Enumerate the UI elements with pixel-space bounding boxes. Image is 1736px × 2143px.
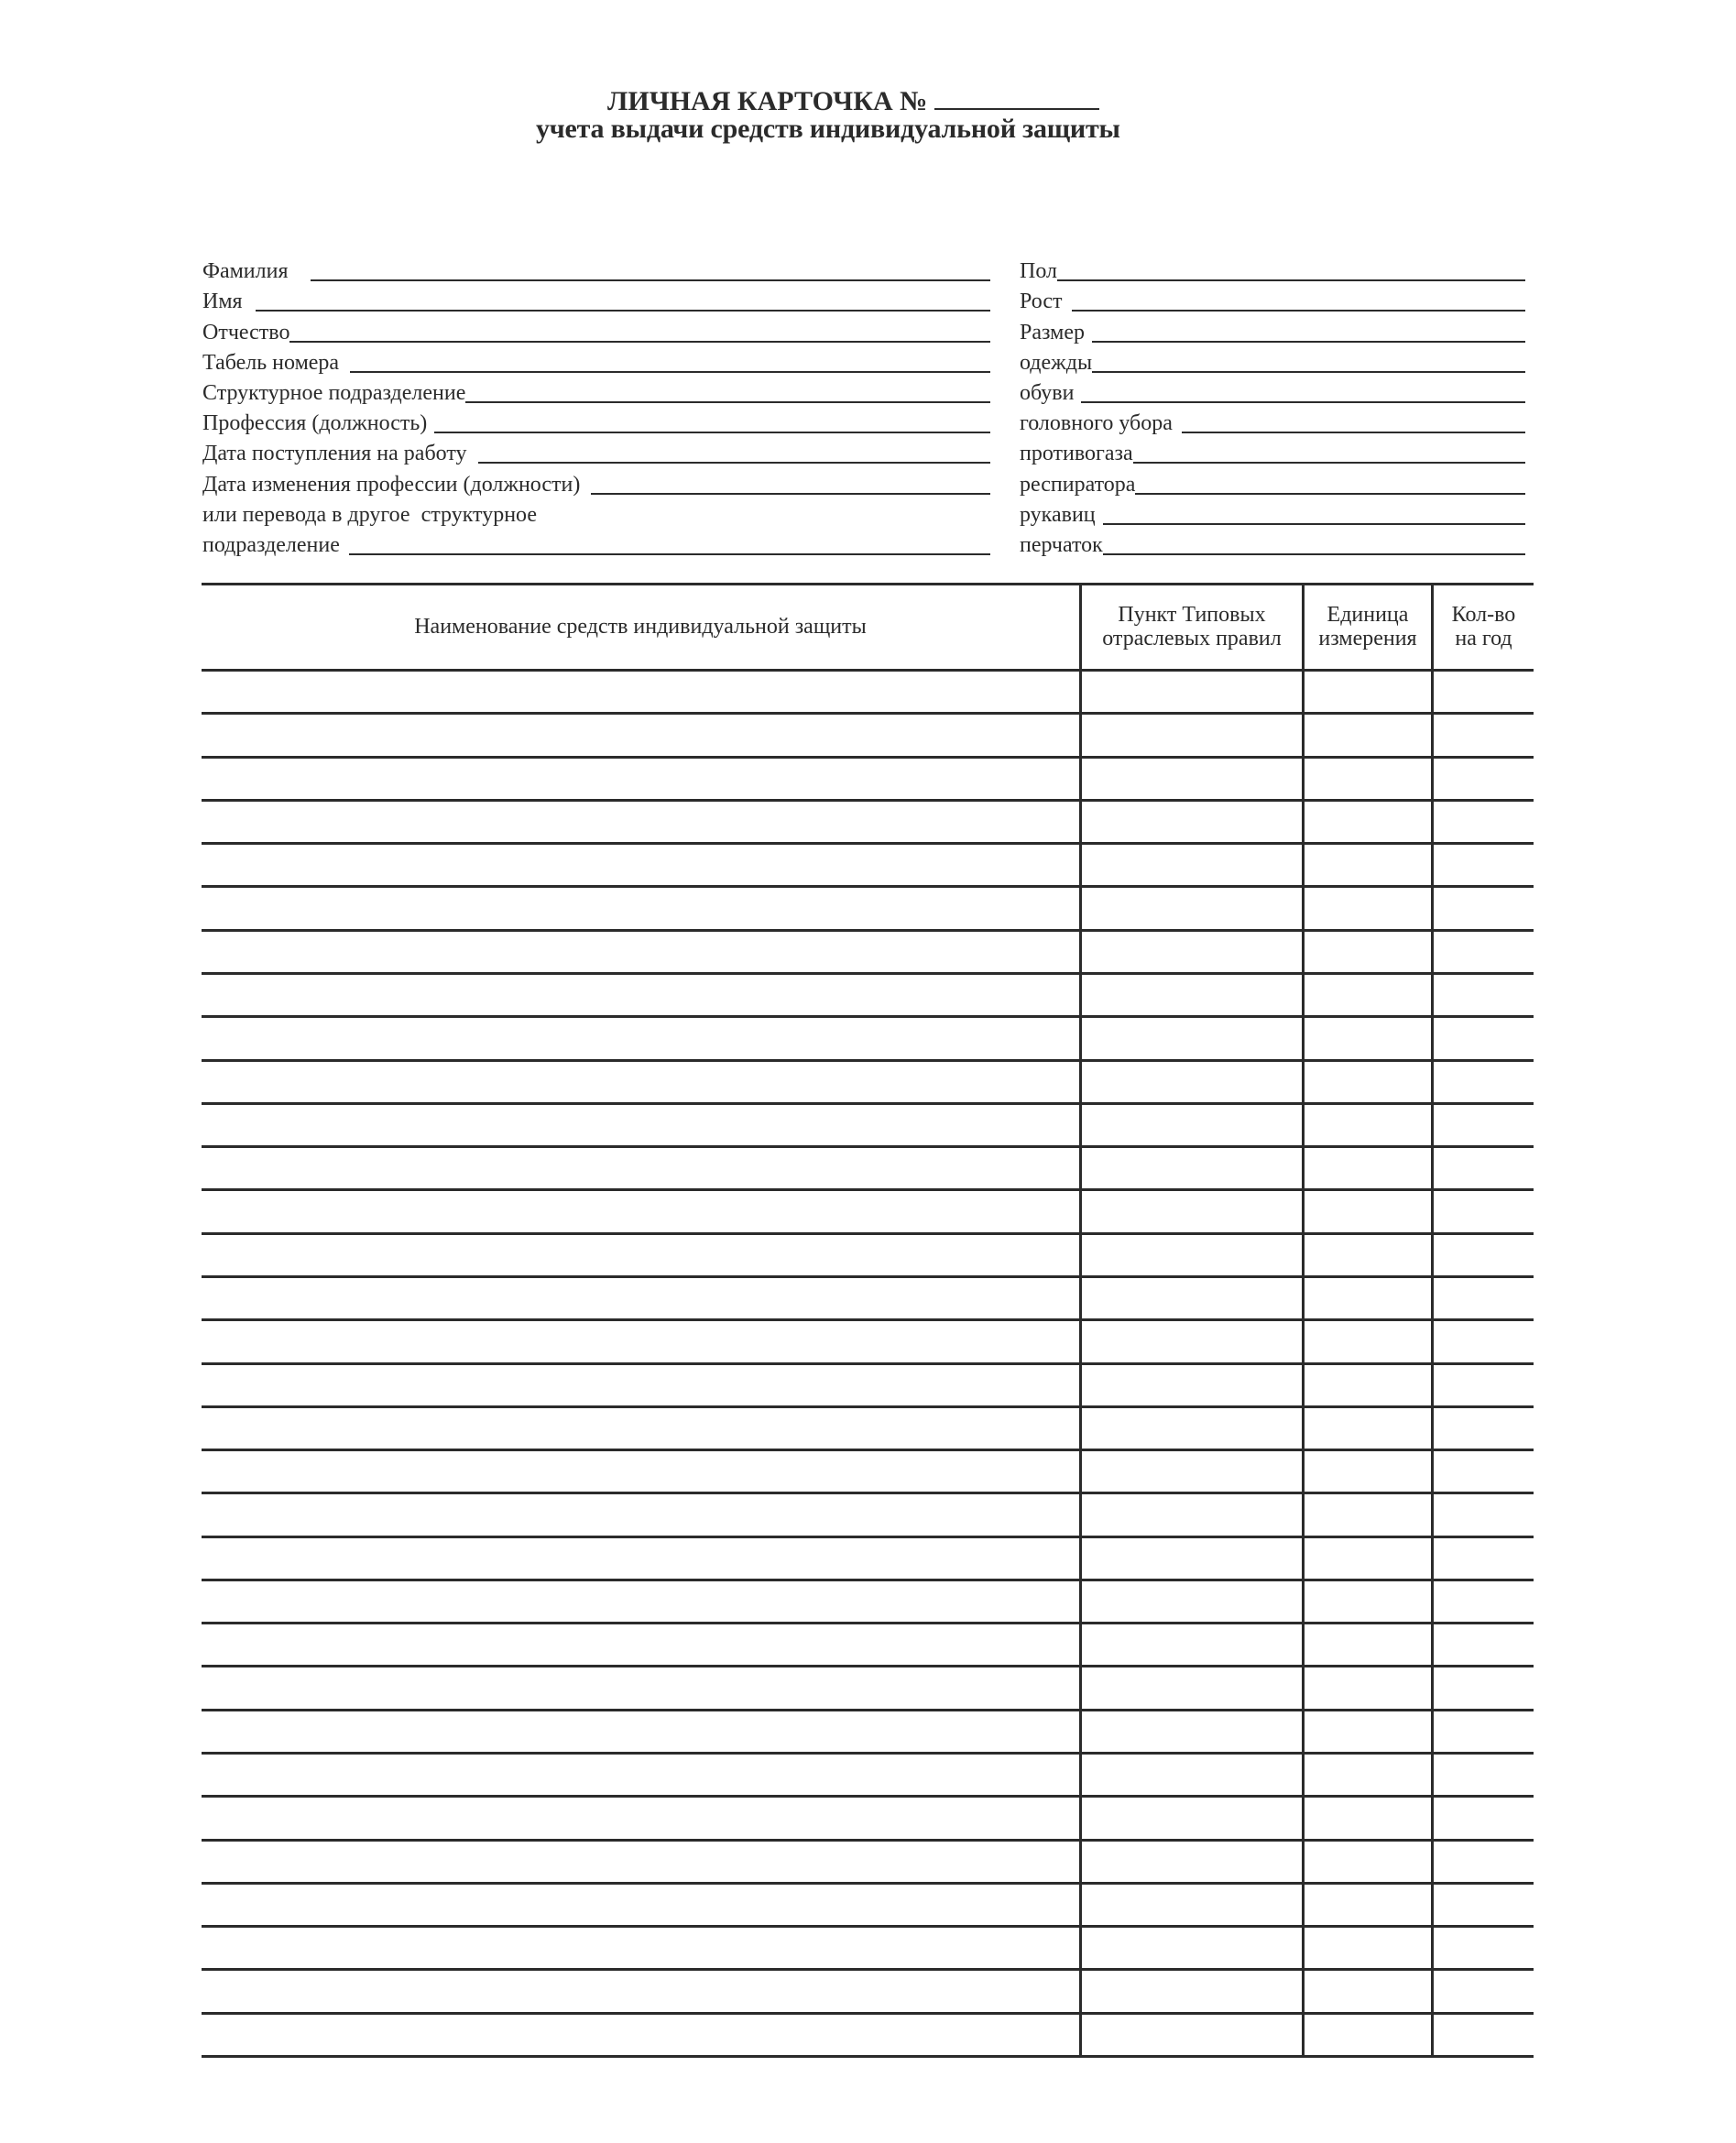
column-header-annual-quantity: [1434, 585, 1534, 668]
cell-ppe-name[interactable]: [202, 1278, 1079, 1318]
cell-unit[interactable]: [1305, 1581, 1431, 1622]
mittens-size-input[interactable]: [1103, 522, 1525, 525]
cell-rule-clause[interactable]: [1082, 1928, 1302, 1968]
patronymic-input[interactable]: [289, 340, 990, 343]
field-label: Размер: [1020, 320, 1085, 344]
cell-ppe-name[interactable]: [202, 1365, 1079, 1405]
cell-unit[interactable]: [1305, 1711, 1431, 1752]
hire-date-input[interactable]: [478, 461, 990, 464]
cell-ppe-name[interactable]: [202, 932, 1079, 972]
table-row-line: [202, 2055, 1534, 2058]
cell-ppe-name[interactable]: [202, 1105, 1079, 1145]
cell-annual-quantity[interactable]: [1434, 975, 1534, 1015]
cell-ppe-name[interactable]: [202, 975, 1079, 1015]
cell-ppe-name[interactable]: [202, 1538, 1079, 1579]
field-surname: [202, 255, 990, 285]
cell-rule-clause[interactable]: [1082, 975, 1302, 1015]
cell-unit[interactable]: [1305, 759, 1431, 799]
cell-annual-quantity[interactable]: [1434, 1667, 1534, 1708]
cell-rule-clause[interactable]: [1082, 932, 1302, 972]
cell-annual-quantity[interactable]: [1434, 1321, 1534, 1361]
cell-unit[interactable]: [1305, 1494, 1431, 1535]
cell-rule-clause[interactable]: [1082, 1278, 1302, 1318]
field-label: головного убора: [1020, 411, 1173, 436]
field-label: Табель номера: [202, 350, 340, 375]
cell-unit[interactable]: [1305, 1018, 1431, 1058]
table-column-divider: [1302, 583, 1305, 2058]
cell-annual-quantity[interactable]: [1434, 1062, 1534, 1102]
field-clothing-size: [1020, 346, 1525, 377]
cell-ppe-name[interactable]: [202, 1624, 1079, 1665]
cell-rule-clause[interactable]: [1082, 1842, 1302, 1882]
cell-annual-quantity[interactable]: [1434, 1798, 1534, 1838]
cell-ppe-name[interactable]: [202, 1062, 1079, 1102]
cell-ppe-name[interactable]: [202, 1842, 1079, 1882]
cell-annual-quantity[interactable]: [1434, 1711, 1534, 1752]
cell-rule-clause[interactable]: [1082, 1624, 1302, 1665]
cell-annual-quantity[interactable]: [1434, 1451, 1534, 1492]
respirator-size-input[interactable]: [1135, 492, 1525, 495]
cell-unit[interactable]: [1305, 1408, 1431, 1449]
personnel-number-input[interactable]: [350, 370, 990, 373]
field-headwear-size: [1020, 407, 1525, 437]
cell-ppe-name[interactable]: [202, 888, 1079, 928]
cell-unit[interactable]: [1305, 672, 1431, 712]
cell-rule-clause[interactable]: [1082, 672, 1302, 712]
cell-rule-clause[interactable]: [1082, 1408, 1302, 1449]
gloves-size-input[interactable]: [1103, 552, 1525, 555]
cell-unit[interactable]: [1305, 1148, 1431, 1188]
field-patronymic: [202, 315, 990, 345]
cell-rule-clause[interactable]: [1082, 845, 1302, 885]
cell-ppe-name[interactable]: [202, 1885, 1079, 1925]
field-label: Имя: [202, 290, 243, 314]
cell-annual-quantity[interactable]: [1434, 1755, 1534, 1795]
cell-ppe-name[interactable]: [202, 1711, 1079, 1752]
cell-ppe-name[interactable]: [202, 802, 1079, 842]
cell-annual-quantity[interactable]: [1434, 759, 1534, 799]
column-header-text: Кол-во: [1451, 603, 1516, 627]
field-transfer: [202, 498, 990, 529]
size-info-fields: [1020, 255, 1525, 559]
cell-rule-clause[interactable]: [1082, 1365, 1302, 1405]
cell-ppe-name[interactable]: [202, 1798, 1079, 1838]
field-shoe-size: [1020, 377, 1525, 407]
column-header-text: Единица: [1327, 603, 1409, 627]
cell-rule-clause[interactable]: [1082, 1538, 1302, 1579]
cell-ppe-name[interactable]: [202, 1494, 1079, 1535]
field-mittens-size: [1020, 498, 1525, 529]
cell-annual-quantity[interactable]: [1434, 1538, 1534, 1579]
name-input[interactable]: [256, 309, 990, 312]
cell-annual-quantity[interactable]: [1434, 1148, 1534, 1188]
column-header-text: измерения: [1318, 627, 1417, 651]
cell-annual-quantity[interactable]: [1434, 672, 1534, 712]
cell-unit[interactable]: [1305, 1105, 1431, 1145]
cell-annual-quantity[interactable]: [1434, 1365, 1534, 1405]
cell-annual-quantity[interactable]: [1434, 888, 1534, 928]
cell-unit[interactable]: [1305, 715, 1431, 755]
cell-ppe-name[interactable]: [202, 1321, 1079, 1361]
field-label: перчаток: [1020, 532, 1103, 557]
cell-rule-clause[interactable]: [1082, 759, 1302, 799]
gas-mask-size-input[interactable]: [1133, 461, 1525, 464]
cell-annual-quantity[interactable]: [1434, 1408, 1534, 1449]
cell-ppe-name[interactable]: [202, 845, 1079, 885]
field-label: подразделение: [202, 532, 340, 557]
field-department: [202, 377, 990, 407]
cell-annual-quantity[interactable]: [1434, 802, 1534, 842]
cell-ppe-name[interactable]: [202, 1971, 1079, 2011]
cell-rule-clause[interactable]: [1082, 1581, 1302, 1622]
table-column-divider: [1431, 583, 1434, 2058]
cell-rule-clause[interactable]: [1082, 1711, 1302, 1752]
field-label: или перевода в другое структурное: [202, 502, 537, 527]
cell-unit[interactable]: [1305, 1062, 1431, 1102]
field-label: обуви: [1020, 380, 1075, 405]
column-header-text: Пункт Типовых: [1118, 603, 1266, 627]
department-input[interactable]: [465, 400, 990, 403]
cell-ppe-name[interactable]: [202, 672, 1079, 712]
cell-ppe-name[interactable]: [202, 1581, 1079, 1622]
field-height: [1020, 285, 1525, 315]
cell-annual-quantity[interactable]: [1434, 1581, 1534, 1622]
cell-annual-quantity[interactable]: [1434, 1624, 1534, 1665]
cell-ppe-name[interactable]: [202, 2015, 1079, 2055]
cell-annual-quantity[interactable]: [1434, 1018, 1534, 1058]
cell-unit[interactable]: [1305, 1191, 1431, 1231]
cell-rule-clause[interactable]: [1082, 888, 1302, 928]
cell-unit[interactable]: [1305, 1885, 1431, 1925]
cell-unit[interactable]: [1305, 1624, 1431, 1665]
cell-unit[interactable]: [1305, 1538, 1431, 1579]
card-number-field[interactable]: [934, 84, 1099, 110]
cell-annual-quantity[interactable]: [1434, 1971, 1534, 2011]
field-label: противогаза: [1020, 442, 1133, 466]
field-label: одежды: [1020, 350, 1093, 375]
position-input[interactable]: [434, 431, 990, 433]
transfer-department-input[interactable]: [349, 552, 990, 555]
cell-annual-quantity[interactable]: [1434, 1494, 1534, 1535]
height-input[interactable]: [1072, 309, 1526, 312]
cell-rule-clause[interactable]: [1082, 1062, 1302, 1102]
field-label: Фамилия: [202, 259, 289, 284]
card-title-text: ЛИЧНАЯ КАРТОЧКА №: [607, 86, 928, 116]
field-label: Структурное подразделение: [202, 380, 466, 405]
field-label: Дата поступления на работу: [202, 442, 467, 466]
cell-unit[interactable]: [1305, 845, 1431, 885]
column-header-text: Наименование средств индивидуальной защиты: [414, 615, 867, 639]
cell-rule-clause[interactable]: [1082, 2015, 1302, 2055]
column-header-text: на год: [1455, 627, 1512, 651]
field-label: Дата изменения профессии (должности): [202, 472, 581, 497]
cell-unit[interactable]: [1305, 1451, 1431, 1492]
cell-unit[interactable]: [1305, 975, 1431, 1015]
cell-annual-quantity[interactable]: [1434, 1191, 1534, 1231]
size-input[interactable]: [1092, 340, 1525, 343]
cell-rule-clause[interactable]: [1082, 1667, 1302, 1708]
cell-unit[interactable]: [1305, 802, 1431, 842]
field-transfer-department: [202, 529, 990, 559]
cell-rule-clause[interactable]: [1082, 1971, 1302, 2011]
cell-unit[interactable]: [1305, 932, 1431, 972]
cell-rule-clause[interactable]: [1082, 1105, 1302, 1145]
cell-unit[interactable]: [1305, 1842, 1431, 1882]
cell-annual-quantity[interactable]: [1434, 715, 1534, 755]
cell-rule-clause[interactable]: [1082, 1018, 1302, 1058]
cell-ppe-name[interactable]: [202, 1191, 1079, 1231]
field-label: рукавиц: [1020, 502, 1096, 527]
cell-unit[interactable]: [1305, 1755, 1431, 1795]
cell-rule-clause[interactable]: [1082, 715, 1302, 755]
card-subtitle: учета выдачи средств индивидуальной защиты: [536, 114, 1120, 144]
cell-ppe-name[interactable]: [202, 1408, 1079, 1449]
cell-ppe-name[interactable]: [202, 1018, 1079, 1058]
cell-rule-clause[interactable]: [1082, 1321, 1302, 1361]
field-label: Рост: [1020, 290, 1063, 314]
cell-annual-quantity[interactable]: [1434, 932, 1534, 972]
cell-annual-quantity[interactable]: [1434, 845, 1534, 885]
cell-rule-clause[interactable]: [1082, 802, 1302, 842]
cell-rule-clause[interactable]: [1082, 1451, 1302, 1492]
cell-rule-clause[interactable]: [1082, 1494, 1302, 1535]
cell-annual-quantity[interactable]: [1434, 1842, 1534, 1882]
cell-annual-quantity[interactable]: [1434, 1885, 1534, 1925]
cell-annual-quantity[interactable]: [1434, 1928, 1534, 1968]
cell-rule-clause[interactable]: [1082, 1885, 1302, 1925]
field-label: респиратора: [1020, 472, 1136, 497]
field-name: [202, 285, 990, 315]
cell-annual-quantity[interactable]: [1434, 1235, 1534, 1275]
field-hire-date: [202, 437, 990, 467]
change-date-input[interactable]: [591, 492, 990, 495]
cell-unit[interactable]: [1305, 1971, 1431, 2011]
cell-unit[interactable]: [1305, 1667, 1431, 1708]
column-header-rule-clause: [1082, 585, 1302, 668]
clothing-size-input[interactable]: [1092, 370, 1525, 373]
headwear-size-input[interactable]: [1182, 431, 1525, 433]
card-title: [607, 84, 1099, 117]
field-position: [202, 407, 990, 437]
cell-ppe-name[interactable]: [202, 1235, 1079, 1275]
cell-ppe-name[interactable]: [202, 1928, 1079, 1968]
field-gender: [1020, 255, 1525, 285]
field-gloves-size: [1020, 529, 1525, 559]
field-label: Профессия (должность): [202, 411, 428, 436]
cell-ppe-name[interactable]: [202, 1148, 1079, 1188]
table-column-divider: [1079, 583, 1082, 2058]
cell-unit[interactable]: [1305, 1235, 1431, 1275]
surname-input[interactable]: [311, 279, 990, 281]
cell-ppe-name[interactable]: [202, 759, 1079, 799]
field-label: Пол: [1020, 259, 1057, 284]
cell-unit[interactable]: [1305, 1928, 1431, 1968]
gender-input[interactable]: [1057, 279, 1525, 281]
cell-annual-quantity[interactable]: [1434, 1105, 1534, 1145]
cell-unit[interactable]: [1305, 888, 1431, 928]
cell-unit[interactable]: [1305, 1798, 1431, 1838]
cell-annual-quantity[interactable]: [1434, 1278, 1534, 1318]
field-label: Отчество: [202, 320, 290, 344]
cell-rule-clause[interactable]: [1082, 1191, 1302, 1231]
cell-unit[interactable]: [1305, 1278, 1431, 1318]
cell-rule-clause[interactable]: [1082, 1235, 1302, 1275]
cell-rule-clause[interactable]: [1082, 1755, 1302, 1795]
column-header-ppe-name: [202, 585, 1079, 668]
cell-ppe-name[interactable]: [202, 1667, 1079, 1708]
cell-unit[interactable]: [1305, 1365, 1431, 1405]
cell-unit[interactable]: [1305, 2015, 1431, 2055]
field-respirator-size: [1020, 467, 1525, 497]
cell-ppe-name[interactable]: [202, 1755, 1079, 1795]
personal-info-fields: [202, 255, 990, 559]
cell-annual-quantity[interactable]: [1434, 2015, 1534, 2055]
column-header-text: отраслевых правил: [1102, 627, 1282, 651]
field-gas-mask-size: [1020, 437, 1525, 467]
field-personnel-number: [202, 346, 990, 377]
column-header-unit: [1305, 585, 1431, 668]
table-top-border: [202, 583, 1534, 585]
cell-ppe-name[interactable]: [202, 715, 1079, 755]
cell-ppe-name[interactable]: [202, 1451, 1079, 1492]
cell-unit[interactable]: [1305, 1321, 1431, 1361]
field-change-date: [202, 467, 990, 497]
cell-rule-clause[interactable]: [1082, 1798, 1302, 1838]
cell-rule-clause[interactable]: [1082, 1148, 1302, 1188]
field-size: [1020, 315, 1525, 345]
shoe-size-input[interactable]: [1081, 400, 1525, 403]
